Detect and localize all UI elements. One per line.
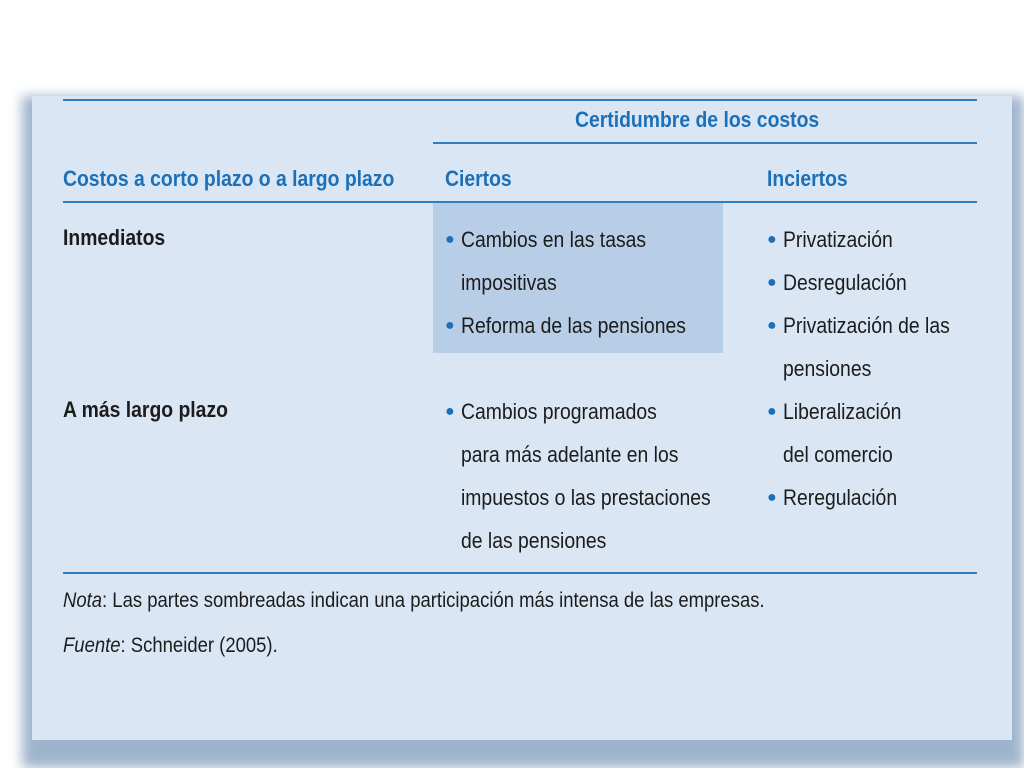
list-item <box>444 390 745 562</box>
row-label-longer-term: A más largo plazo <box>63 397 228 422</box>
group-header-rule <box>433 142 977 144</box>
note-text: : Las partes sombreadas indican una participación más intensa de las empresas. <box>102 589 765 612</box>
list-item <box>766 261 973 304</box>
list-item-line: del comercio <box>783 442 893 467</box>
list-item <box>766 390 918 476</box>
group-header-cost-certainty: Certidumbre de los costos <box>575 107 820 132</box>
list-item-line: Cambios en las tasas <box>461 227 647 252</box>
list-item <box>766 476 918 519</box>
longer-term-uncertain-list <box>766 390 918 519</box>
bullet-dot-icon: ● <box>767 317 777 334</box>
list-item-line: impositivas <box>461 270 557 295</box>
list-item-line: Reforma de las pensiones <box>461 313 686 338</box>
list-item <box>444 304 717 347</box>
column-header-term: Costos a corto plazo o a largo plazo <box>63 166 395 191</box>
list-item-line: Reregulación <box>783 485 898 510</box>
list-item-line: Cambios programados <box>461 399 657 424</box>
column-header-uncertain: Inciertos <box>767 166 848 191</box>
source-label: Fuente <box>63 634 121 657</box>
bullet-dot-icon: ● <box>767 489 777 506</box>
list-item-line: impuestos o las prestaciones <box>461 485 711 510</box>
longer-term-certain-list <box>444 390 745 562</box>
list-item <box>766 218 973 261</box>
bullet-dot-icon: ● <box>445 317 455 334</box>
list-item-line: para más adelante en los <box>461 442 679 467</box>
row-label-immediate: Inmediatos <box>63 225 166 250</box>
immediate-certain-list <box>444 218 717 347</box>
table-note <box>63 589 765 613</box>
list-item-line: Privatización <box>783 227 893 252</box>
list-item-line: de las pensiones <box>461 528 607 553</box>
list-item-line: Desregulación <box>783 270 907 295</box>
bullet-dot-icon: ● <box>767 403 777 420</box>
bullet-dot-icon: ● <box>767 274 777 291</box>
note-label: Nota <box>63 589 103 612</box>
table-source <box>63 634 278 658</box>
bullet-dot-icon: ● <box>445 403 455 420</box>
bullet-dot-icon: ● <box>445 231 455 248</box>
bottom-rule <box>63 572 977 574</box>
immediate-uncertain-list <box>766 218 973 390</box>
list-item <box>444 218 717 304</box>
column-header-certain: Ciertos <box>445 166 512 191</box>
list-item-line: Liberalización <box>783 399 902 424</box>
list-item <box>766 304 973 390</box>
top-rule <box>63 99 977 101</box>
bullet-dot-icon: ● <box>767 231 777 248</box>
source-text: : Schneider (2005). <box>120 634 278 657</box>
list-item-line: Privatización de las <box>783 313 950 338</box>
list-item-line: pensiones <box>783 356 872 381</box>
